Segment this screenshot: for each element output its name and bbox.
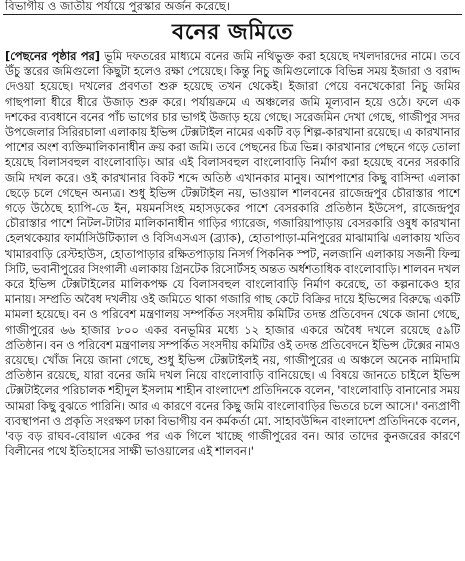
newspaper-clipping: [3, 0, 462, 561]
column-divider: [3, 14, 462, 15]
article-headline: বনের জমিতে: [171, 19, 294, 45]
article-body: [3, 47, 462, 459]
continued-from-kicker: [পেছনের পৃষ্ঠার পর]: [5, 49, 100, 63]
article-body-text: ভূমি দফতরের মাধ্যমে বনের জমি নথিভুক্ত করা হয়েছে দখলদারদের নামে। তবে উঁচু স্তরের জমিগুলো কিছুটা হলেও রক্ষা পেয়েছে। কিন্তু নিচু জমিগুলোকে বিভিন্ন সময় ইজারা ও বরাদ্দ দেওয়া হয়েছে। দখলের প্রবণতা শুরু হয়েছে তখন থেকেই। ইজারা পেয়ে বনখেকোরা নিচু জমির গাছপালা ধীরে ধীরে উজাড় শুরু করে। পর্যায়ক্রমে এ অঞ্চলের জমি মূল্যবান হয়ে ওঠে। ফলে এক দশকের ব্যবধানে বনের পাঁচ ভাগের চার ভাগই উজাড় হয়ে গেছে। সরেজমিন দেখা গেছে, গাজীপুর সদর উপজেলার সিরিরচালা এলাকায় ইভিন্স টেক্সটাইল নামের একটি বড় শিল্প-কারখানা রয়েছে। এ কারখানার পাশের অংশ ব্যক্তিমালিকানাধীন ক্রয় করা জমি। তবে পেছনের চিত্র ভিন্ন। কারখানার পেছনে গড়ে তোলা হয়েছে বিলাসবহুল বাংলোবাড়ি। আর এই বিলাসবহুল বাংলোবাড়ি নির্মাণ করা হয়েছে বনের সরকারি জমি দখল করে। ওই কারখানার বিকট শব্দে অতিষ্ঠ এখানকার মানুষ। আশপাশের কিছু বাসিন্দা এলাকা ছেড়ে চলে গেছেন অন্যত্র। শুধু ইভিন্স টেক্সটাইল নয়, ভাওয়াল শালবনের রাজেন্দ্রপুর চৌরাস্তার পাশে গড়ে উঠেছে হ্যাপি-ডে ইন, ময়মনসিংহ মহাসড়কের পাশে বেসরকারি প্রতিষ্ঠান ইউসেপ, রাজেন্দ্রপুর চৌরাস্তার পাশে নিটল-টাটার মালিকানাধীন গাড়ির গ্যারেজ, গজারিয়াপাড়ায় বেসরকারি ওষুধ কারখানা হেলথকেয়ার ফার্মাসিউটিক্যাল ও বিসিএসএস (ব্র্যাক), হোতাপাড়া-মনিপুরের মাঝামাঝি এলাকায় খতিব খামারবাড়ি রেস্টহাউস, হোতাপাড়ার রক্ষিতপাড়ায় নিসর্গ পিকনিক স্পট, নলজানি এলাকায় সজনী ফিল্ম সিটি, ভবানীপুরের সিংগালী এলাকায় গ্রিনটেক রিসোর্টসহ অন্তত অর্ধশতাধিক বাংলোবাড়ি। শালবন দখল করে ইভিন্স টেক্সটাইলের মালিকপক্ষ যে বিলাসবহুল বাংলোবাড়ি নির্মাণ করেছে, তা কল্পনাকেও হার মানায়। সম্প্রতি অবৈধ দখলীয় ওই জমিতে থাকা গজারি গাছ কেটে বিক্রির দায়ে ইভিন্সের বিরুদ্ধে একটি মামলা হয়েছে। বন ও পরিবেশ মন্ত্রণালয় সম্পর্কিত সংসদীয় কমিটির তদন্ত প্রতিবেদন থেকে জানা গেছে, গাজীপুরের ৬৬ হাজার ৮০০ একর বনভূমির মধ্যে ১২ হাজার একরে অবৈধ দখলে রয়েছে ৫৯টি প্রতিষ্ঠান। বন ও পরিবেশ মন্ত্রণালয় সম্পর্কিত সংসদীয় কমিটির ওই তদন্ত প্রতিবেদনে ইভিন্স টেক্সের নামও রয়েছে। খোঁজ নিয়ে জানা গেছে, শুধু ইভিন্স টেক্সটাইলই নয়, গাজীপুরের এ অঞ্চলে অনেক নামিদামি প্রতিষ্ঠান রয়েছে, যারা বনের জমি দখল নিয়ে বাংলোবাড়ি বানিয়েছে। এ বিষয়ে জানতে চাইলে ইভিন্স টেক্সটাইলের পরিচালক শহীদুল ইসলাম শাহীন বাংলাদেশ প্রতিদিনকে বলেন, 'বাংলোবাড়ি বানানোর সময় আমরা কিছু বুঝতে পারিনি। আর এ কারণে বনের কিছু জমি বাংলোবাড়ির ভিতরে চলে আসে।' বন্যপ্রাণী ব্যবস্থাপনা ও প্রকৃতি সংরক্ষণ ঢাকা বিভাগীয় বন কর্মকর্তা মো. সাহাবউদ্দিন বাংলাদেশ প্রতিদিনকে বলেন, 'বড় বড় রাঘব-বোয়াল একের পর এক গিলে খাচ্ছে গাজীপুরের বন। আর তাদের কুনজরের কারণে বিলীনের পথে ইতিহাসের সাক্ষী ভাওয়ালের এই শালবন।': [5, 49, 461, 459]
previous-article-tail: বিভাগীয় ও জাতীয় পর্যায়ে পুরস্কার অর্জন করেছে।: [5, 0, 230, 13]
